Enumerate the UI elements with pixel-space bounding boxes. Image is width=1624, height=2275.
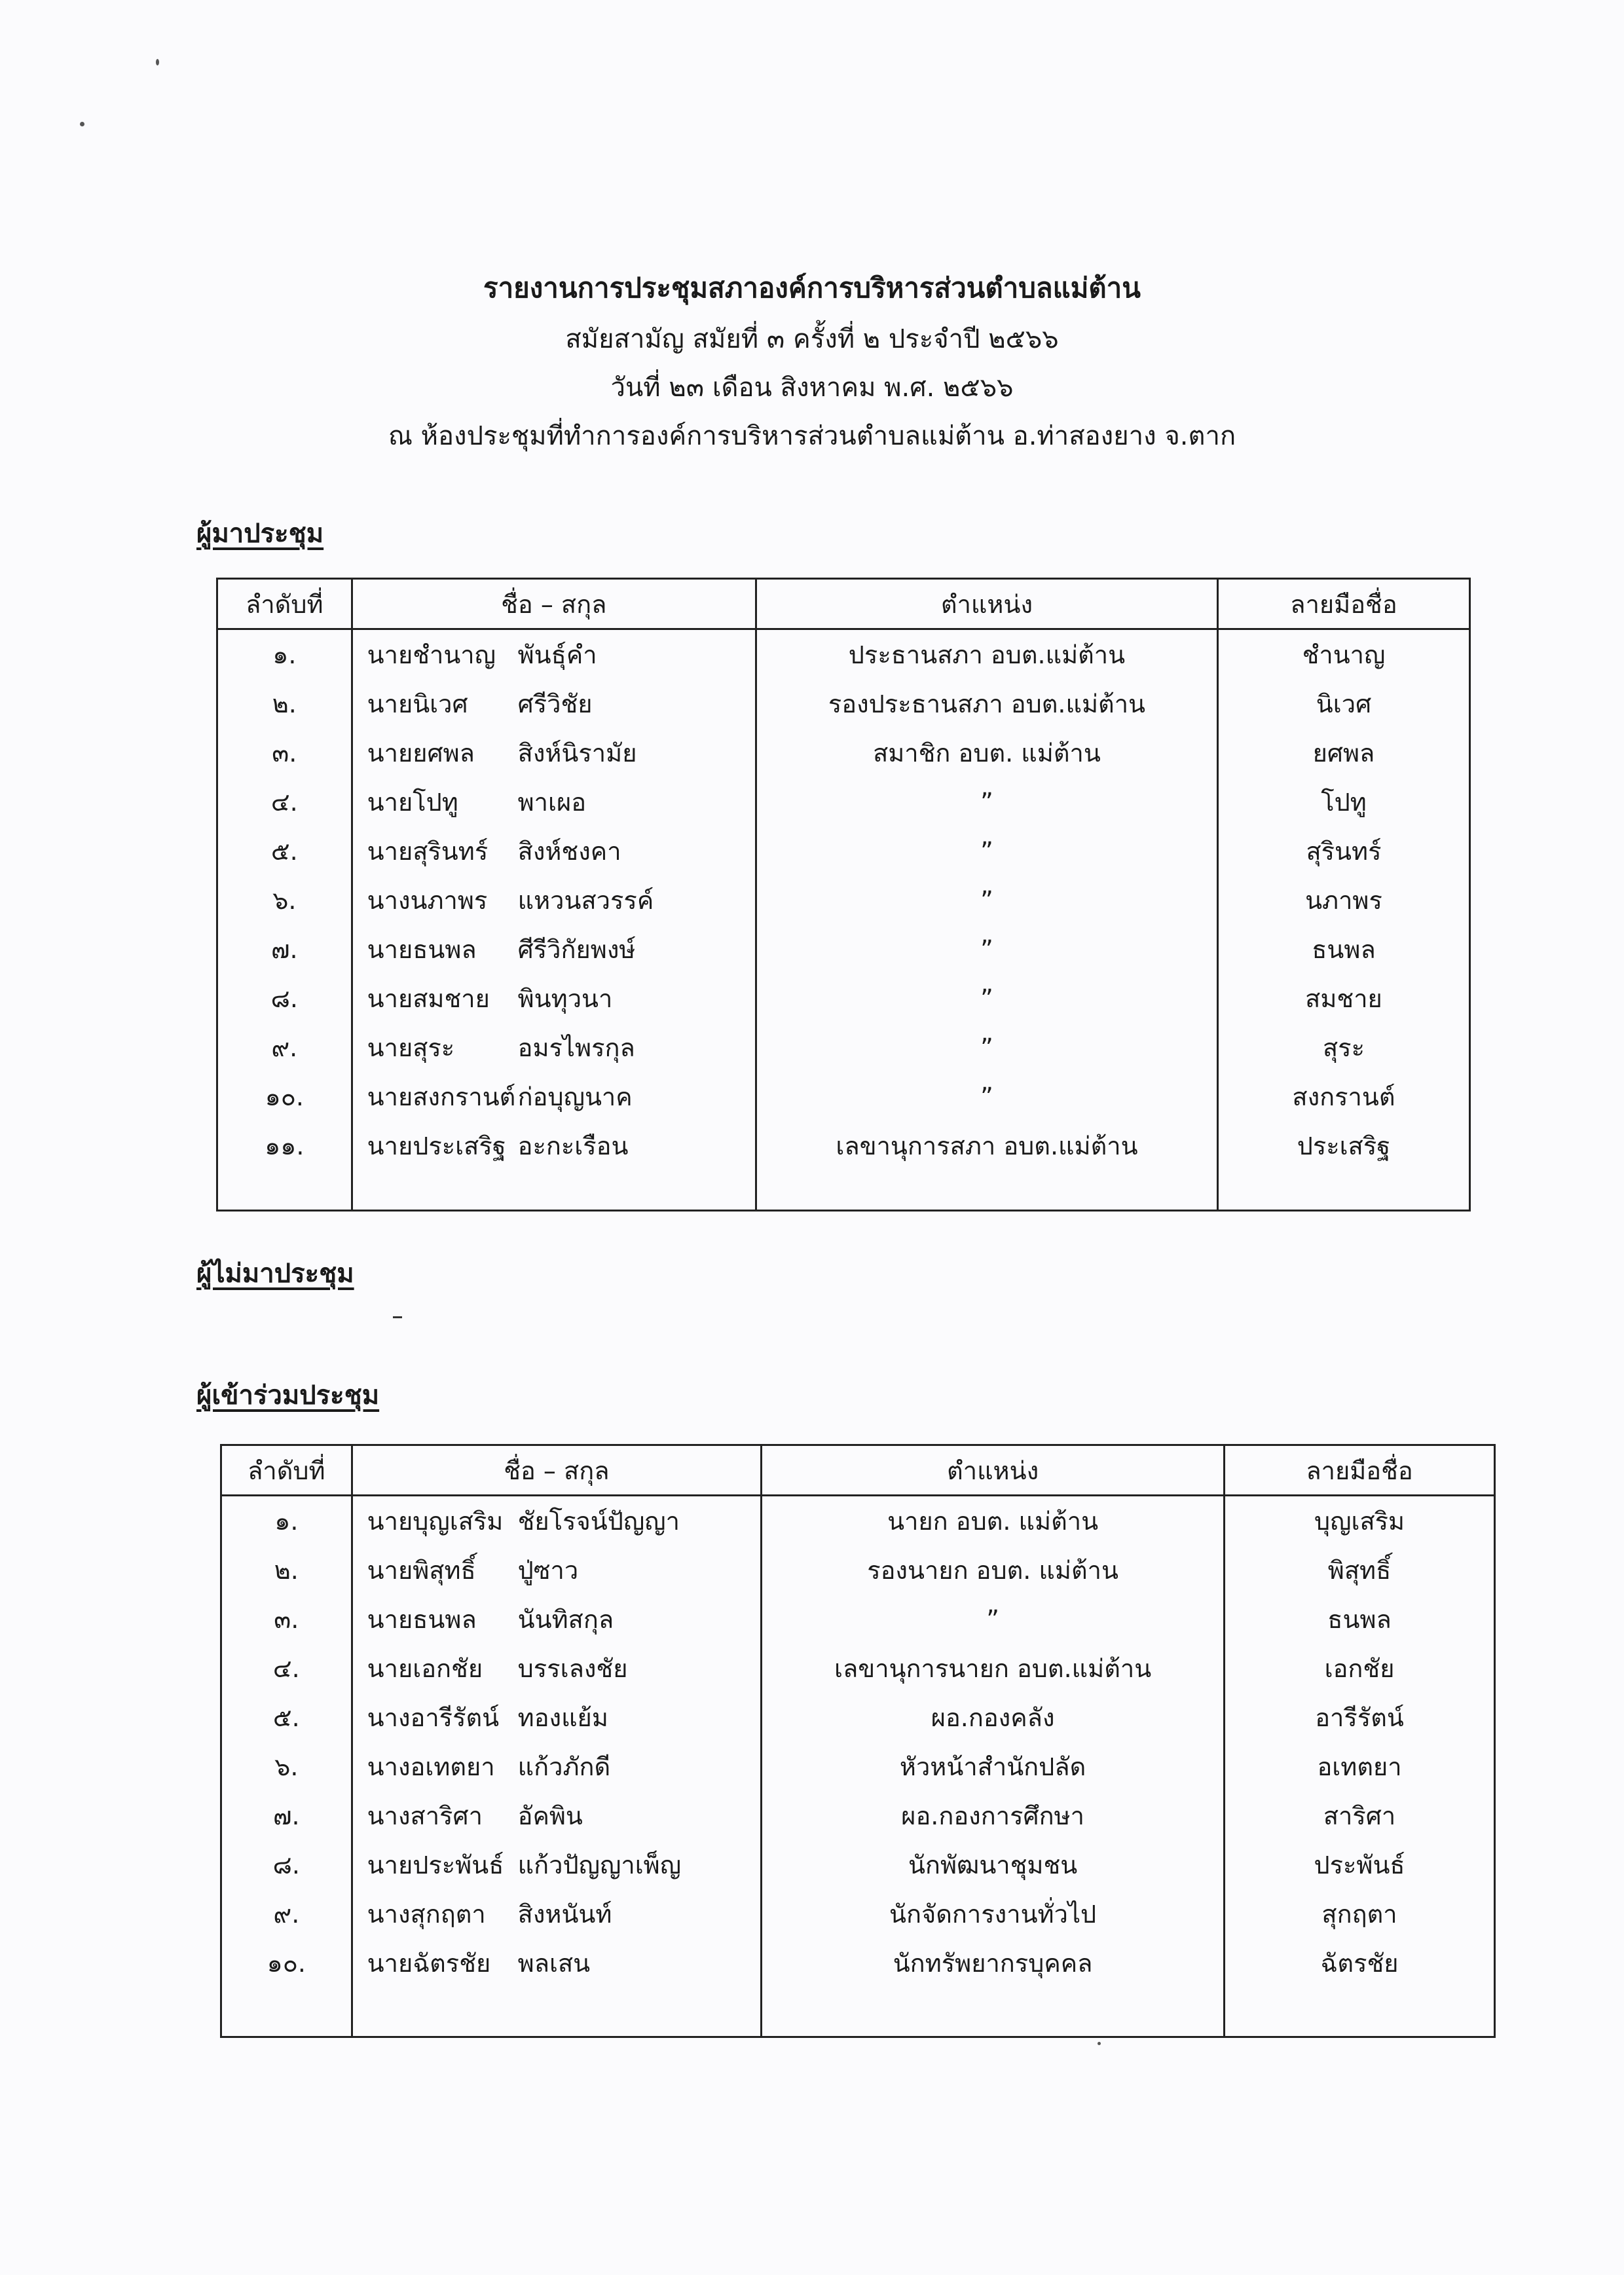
last-name: บรรเลงชัย <box>517 1654 628 1683</box>
member-signature: พิสุทธิ์ <box>1225 1545 1495 1595</box>
row-number: ๕. <box>221 1693 352 1742</box>
member-name <box>352 876 756 925</box>
member-position: นายก อบต. แม่ต้าน <box>762 1496 1225 1546</box>
row-number: ๘. <box>217 974 352 1023</box>
table-row <box>217 679 1470 728</box>
table-row <box>217 728 1470 777</box>
col-header-position: ตำแหน่ง <box>762 1445 1225 1496</box>
col-header-position: ตำแหน่ง <box>756 579 1217 629</box>
member-position: ” <box>762 1595 1225 1644</box>
empty-cell <box>1217 1170 1469 1211</box>
scan-speck <box>1098 2042 1101 2045</box>
member-position: ” <box>756 1072 1217 1121</box>
member-position: นักจัดการงานทั่วไป <box>762 1889 1225 1938</box>
row-number: ๑. <box>221 1496 352 1546</box>
member-position: สมาชิก อบต. แม่ต้าน <box>756 728 1217 777</box>
member-position: รองนายก อบต. แม่ต้าน <box>762 1545 1225 1595</box>
table-bottom-spacer <box>217 1170 1470 1211</box>
member-position: ” <box>756 826 1217 876</box>
empty-cell <box>217 1170 352 1211</box>
member-position: ” <box>756 974 1217 1023</box>
table-row <box>217 974 1470 1023</box>
row-number: ๙. <box>221 1889 352 1938</box>
last-name: อัคพิน <box>517 1802 583 1830</box>
present-members-table <box>216 578 1471 1211</box>
member-position: หัวหน้าสำนักปลัด <box>762 1742 1225 1791</box>
member-name <box>352 728 756 777</box>
member-position: ” <box>756 925 1217 974</box>
table-bottom-spacer <box>221 1988 1495 2037</box>
member-position: นักทรัพยากรบุคคล <box>762 1938 1225 1988</box>
first-name: นายสุระ <box>367 1033 455 1062</box>
last-name: พันธุ์คำ <box>517 640 597 669</box>
last-name: ก่อบุญนาค <box>517 1082 633 1111</box>
member-name <box>352 974 756 1023</box>
member-name <box>352 1938 761 1988</box>
row-number: ๑๑. <box>217 1121 352 1170</box>
member-name <box>352 826 756 876</box>
last-name: ทองแย้ม <box>517 1703 608 1732</box>
member-signature: สุรินทร์ <box>1217 826 1469 876</box>
last-name: อะกะเรือน <box>517 1132 629 1160</box>
empty-cell <box>1225 1988 1495 2037</box>
first-name: นายสงกรานต์ <box>367 1082 516 1111</box>
member-signature: นิเวศ <box>1217 679 1469 728</box>
row-number: ๓. <box>221 1595 352 1644</box>
table-row <box>217 1121 1470 1170</box>
member-name <box>352 1023 756 1072</box>
empty-cell <box>352 1988 761 2037</box>
last-name: ปู่ซาว <box>517 1556 579 1585</box>
member-signature: ธนพล <box>1225 1595 1495 1644</box>
member-signature: บุญเสริม <box>1225 1496 1495 1546</box>
member-position: รองประธานสภา อบต.แม่ต้าน <box>756 679 1217 728</box>
member-signature: ธนพล <box>1217 925 1469 974</box>
first-name: นายนิเวศ <box>367 690 468 718</box>
last-name: แก้วปัญญาเพ็ญ <box>517 1851 682 1879</box>
last-name: สิงห์ชงคา <box>517 837 621 866</box>
table-row <box>221 1889 1495 1938</box>
empty-cell <box>762 1988 1225 2037</box>
member-name <box>352 1742 761 1791</box>
member-signature: นภาพร <box>1217 876 1469 925</box>
member-signature: สุกฤตา <box>1225 1889 1495 1938</box>
last-name: สิงหนันท์ <box>517 1900 612 1929</box>
last-name: พาเผอ <box>517 788 587 817</box>
first-name: นายเอกชัย <box>367 1654 483 1683</box>
col-header-signature: ลายมือชื่อ <box>1217 579 1469 629</box>
member-name <box>352 1693 761 1742</box>
row-number: ๙. <box>217 1023 352 1072</box>
table-row <box>217 629 1470 680</box>
first-name: นายประพันธ์ <box>367 1851 504 1879</box>
table-row <box>221 1693 1495 1742</box>
member-position: นักพัฒนาชุมชน <box>762 1840 1225 1889</box>
first-name: นายฉัตรชัย <box>367 1949 491 1978</box>
member-position: ” <box>756 1023 1217 1072</box>
absent-none-dash <box>393 1316 402 1318</box>
member-position: เลขานุการสภา อบต.แม่ต้าน <box>756 1121 1217 1170</box>
attendees-body <box>221 1496 1495 2037</box>
table-row <box>221 1595 1495 1644</box>
member-name <box>352 1072 756 1121</box>
last-name: สิงห์นิรามัย <box>517 739 637 768</box>
table-row <box>221 1938 1495 1988</box>
member-name <box>352 1545 761 1595</box>
col-header-name: ชื่อ – สกุล <box>352 1445 761 1496</box>
row-number: ๕. <box>217 826 352 876</box>
table-row <box>217 876 1470 925</box>
last-name: นันทิสกุล <box>517 1605 614 1634</box>
col-header-signature: ลายมือชื่อ <box>1225 1445 1495 1496</box>
member-name <box>352 679 756 728</box>
row-number: ๒. <box>221 1545 352 1595</box>
row-number: ๒. <box>217 679 352 728</box>
last-name: แก้วภักดี <box>517 1752 611 1781</box>
member-signature: โปทู <box>1217 777 1469 826</box>
last-name: ศรีวิชัย <box>517 690 593 718</box>
table-row <box>217 1023 1470 1072</box>
member-position: ผอ.กองคลัง <box>762 1693 1225 1742</box>
member-signature: ยศพล <box>1217 728 1469 777</box>
last-name: พลเสน <box>517 1949 591 1978</box>
member-name <box>352 1595 761 1644</box>
row-number: ๑. <box>217 629 352 680</box>
table-row <box>217 826 1470 876</box>
member-position: ผอ.กองการศึกษา <box>762 1791 1225 1840</box>
first-name: นายสมชาย <box>367 984 490 1013</box>
attendees-table <box>220 1444 1496 2038</box>
last-name: แหวนสวรรค์ <box>517 886 654 915</box>
table-header-row <box>217 579 1470 629</box>
empty-cell <box>756 1170 1217 1211</box>
row-number: ๘. <box>221 1840 352 1889</box>
row-number: ๑๐. <box>217 1072 352 1121</box>
first-name: นายชำนาญ <box>367 640 496 669</box>
first-name: นายโปทู <box>367 788 458 817</box>
member-signature: สงกรานต์ <box>1217 1072 1469 1121</box>
member-signature: ประพันธ์ <box>1225 1840 1495 1889</box>
member-name <box>352 1121 756 1170</box>
member-name <box>352 1644 761 1693</box>
member-signature: สมชาย <box>1217 974 1469 1023</box>
table-row <box>217 777 1470 826</box>
report-title: รายงานการประชุมสภาองค์การบริหารส่วนตำบลแม่ต้าน <box>483 272 1141 304</box>
first-name: นายบุญเสริม <box>367 1507 504 1536</box>
row-number: ๖. <box>221 1742 352 1791</box>
first-name: นายสุรินทร์ <box>367 837 489 866</box>
first-name: นางนภาพร <box>367 886 488 915</box>
member-name <box>352 1840 761 1889</box>
date-line: วันที่ ๒๓ เดือน สิงหาคม พ.ศ. ๒๕๖๖ <box>610 373 1014 403</box>
scan-speck <box>80 122 84 126</box>
first-name: นางอารีรัตน์ <box>367 1703 500 1732</box>
first-name: นายยศพล <box>367 739 475 768</box>
row-number: ๔. <box>217 777 352 826</box>
member-name <box>352 629 756 680</box>
row-number: ๑๐. <box>221 1938 352 1988</box>
row-number: ๓. <box>217 728 352 777</box>
venue-line: ณ ห้องประชุมที่ทำการองค์การบริหารส่วนตำบลแม่ต้าน อ.ท่าสองยาง จ.ตาก <box>388 421 1236 451</box>
last-name: ศีรีวิกัยพงษ์ <box>517 935 636 964</box>
last-name: อมรไพรกุล <box>517 1033 635 1062</box>
table-row <box>221 1644 1495 1693</box>
member-signature: เอกชัย <box>1225 1644 1495 1693</box>
col-header-no: ลำดับที่ <box>217 579 352 629</box>
table-row <box>221 1791 1495 1840</box>
row-number: ๖. <box>217 876 352 925</box>
row-number: ๗. <box>217 925 352 974</box>
member-signature: ชำนาญ <box>1217 629 1469 680</box>
col-header-name: ชื่อ – สกุล <box>352 579 756 629</box>
member-signature: ฉัตรชัย <box>1225 1938 1495 1988</box>
member-signature: สุระ <box>1217 1023 1469 1072</box>
col-header-no: ลำดับที่ <box>221 1445 352 1496</box>
first-name: นายพิสุทธิ์ <box>367 1556 476 1585</box>
table-row <box>217 1072 1470 1121</box>
member-position: ” <box>756 777 1217 826</box>
first-name: นายธนพล <box>367 935 477 964</box>
table-row <box>217 925 1470 974</box>
member-name <box>352 1889 761 1938</box>
member-name <box>352 1496 761 1546</box>
first-name: นายประเสริฐ <box>367 1132 506 1160</box>
session-line: สมัยสามัญ สมัยที่ ๓ ครั้งที่ ๒ ประจำปี ๒๕๖๖ <box>565 324 1059 354</box>
table-header-row <box>221 1445 1495 1496</box>
empty-cell <box>221 1988 352 2037</box>
table-row <box>221 1742 1495 1791</box>
last-name: ชัยโรจน์ปัญญา <box>517 1507 680 1536</box>
absent-section-heading: ผู้ไม่มาประชุม <box>196 1259 354 1289</box>
scan-speck <box>156 59 159 65</box>
empty-cell <box>352 1170 756 1211</box>
present-members-body <box>217 629 1470 1211</box>
member-signature: ประเสริฐ <box>1217 1121 1469 1170</box>
row-number: ๔. <box>221 1644 352 1693</box>
table-row <box>221 1840 1495 1889</box>
first-name: นางสุกฤตา <box>367 1900 486 1929</box>
member-position: ประธานสภา อบต.แม่ต้าน <box>756 629 1217 680</box>
member-signature: อเทตยา <box>1225 1742 1495 1791</box>
member-position: ” <box>756 876 1217 925</box>
first-name: นางอเทตยา <box>367 1752 495 1781</box>
last-name: พินทุวนา <box>517 984 613 1013</box>
table-row <box>221 1496 1495 1546</box>
row-number: ๗. <box>221 1791 352 1840</box>
present-section-heading: ผู้มาประชุม <box>196 519 324 549</box>
first-name: นายธนพล <box>367 1605 477 1634</box>
member-name <box>352 925 756 974</box>
table-row <box>221 1545 1495 1595</box>
member-position: เลขานุการนายก อบต.แม่ต้าน <box>762 1644 1225 1693</box>
member-name <box>352 777 756 826</box>
member-name <box>352 1791 761 1840</box>
member-signature: สาริศา <box>1225 1791 1495 1840</box>
attendees-section-heading: ผู้เข้าร่วมประชุม <box>196 1380 380 1411</box>
member-signature: อารีรัตน์ <box>1225 1693 1495 1742</box>
first-name: นางสาริศา <box>367 1802 483 1830</box>
